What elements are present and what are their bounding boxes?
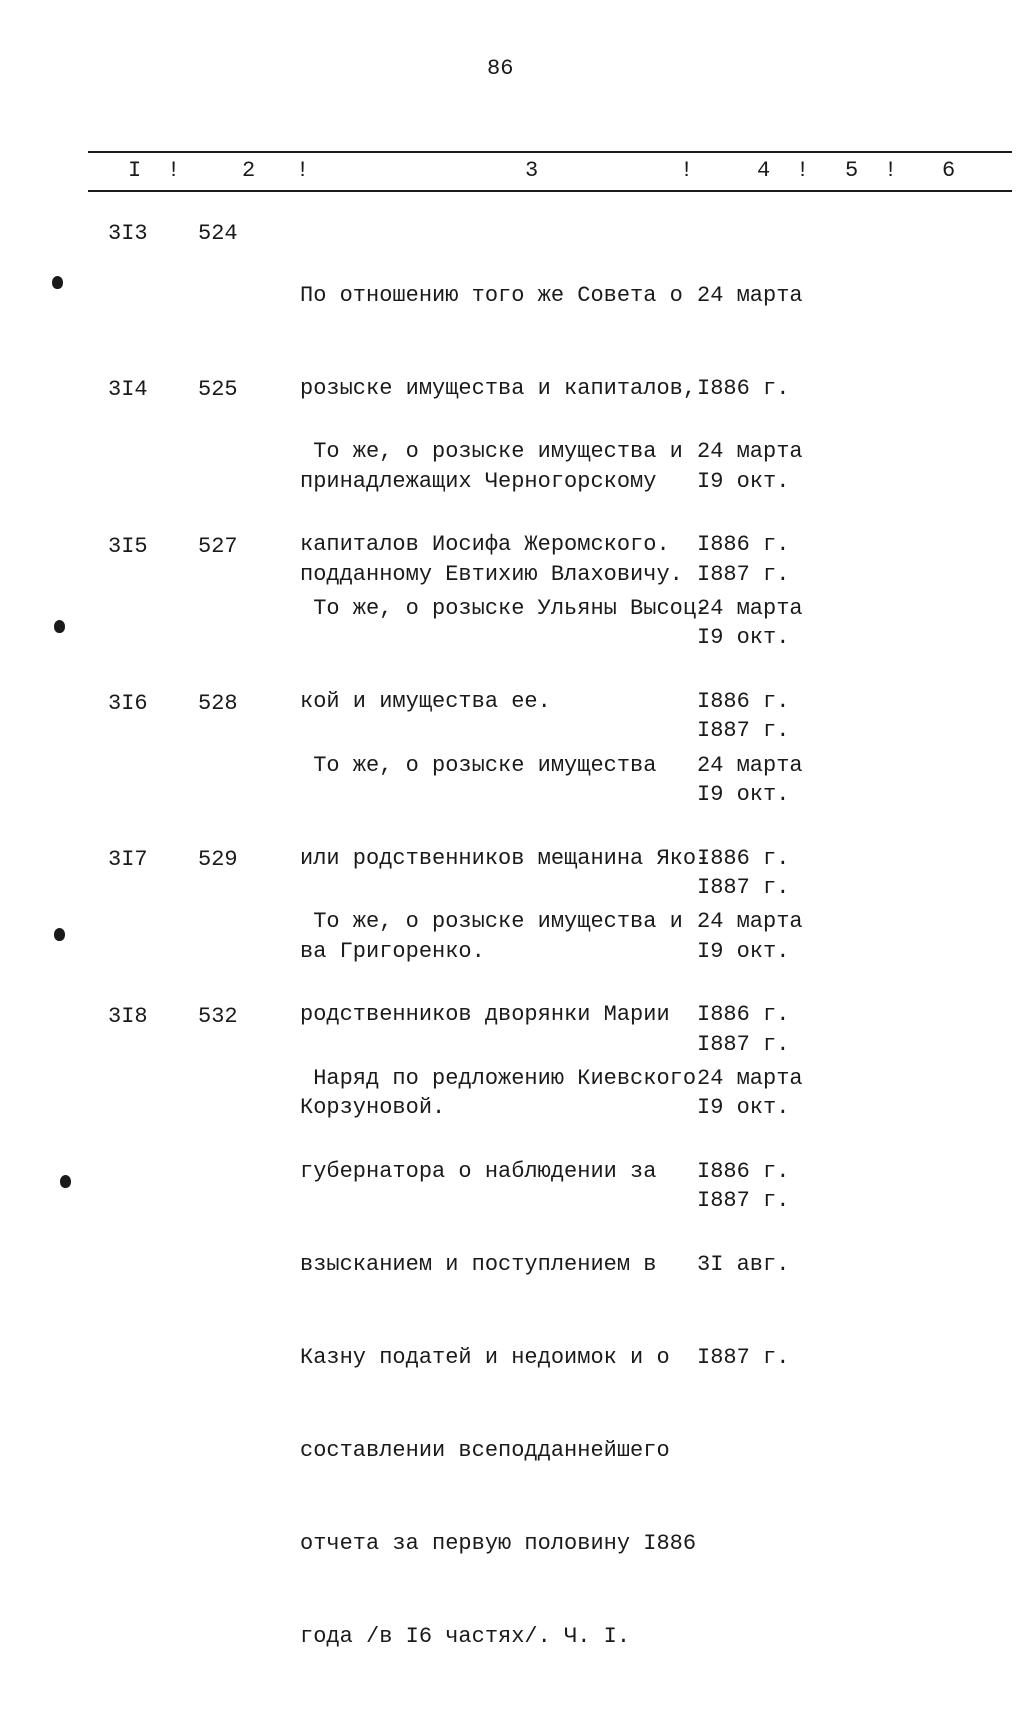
description-line: розыске имущества и капиталов, (300, 376, 697, 401)
header-sep2: ! (296, 158, 310, 183)
description-line: Корзуновой. (300, 1095, 446, 1120)
date-line: I887 г. (697, 1032, 790, 1057)
row-code: 527 (198, 534, 238, 559)
description-line: То же, о розыске имущества и (300, 909, 683, 934)
header-col5: 5 (845, 158, 859, 183)
date-line: I886 г. (697, 846, 790, 871)
description-line: По отношению того же Совета о (300, 283, 683, 308)
description-line: подданному Евтихию Влаховичу. (300, 562, 683, 587)
punch-hole-mark (60, 1175, 71, 1188)
header-col6: 6 (942, 158, 956, 183)
date-line: I887 г. (697, 875, 790, 900)
description-line: ва Григоренко. (300, 939, 485, 964)
description-line: родственников дворянки Марии (300, 1002, 670, 1027)
date-line: 24 марта (697, 596, 803, 621)
row-code: 532 (198, 1004, 238, 1029)
date-line: 24 марта (697, 283, 803, 308)
date-line: I887 г. (697, 1345, 790, 1370)
row-number: 3I4 (108, 377, 148, 402)
punch-hole-mark (54, 620, 65, 633)
date-line: 24 марта (697, 439, 803, 464)
description-line: или родственников мещанина Яко- (300, 846, 710, 871)
description-line: То же, о розыске имущества (300, 753, 657, 778)
date-line: 24 марта (697, 909, 803, 934)
row-code: 528 (198, 691, 238, 716)
punch-hole-mark (52, 276, 63, 289)
date-line: 24 марта (697, 1066, 803, 1091)
date-line: I887 г. (697, 718, 790, 743)
description-line: составлении всеподданнейшего (300, 1438, 670, 1463)
date-line: I9 окт. (697, 1095, 790, 1120)
description-line: Казну податей и недоимок и о (300, 1345, 670, 1370)
row-code: 525 (198, 377, 238, 402)
row-number: 3I5 (108, 534, 148, 559)
description-line: взысканием и поступлением в (300, 1252, 657, 1277)
row-number: 3I8 (108, 1004, 148, 1029)
date-line: I887 г. (697, 1188, 790, 1213)
description-line: То же, о розыске Ульяны Высоц- (300, 596, 710, 621)
date-line: I887 г. (697, 562, 790, 587)
header-sep3: ! (680, 158, 694, 183)
row-number: 3I7 (108, 847, 148, 872)
row-code: 524 (198, 221, 238, 246)
header-rule-bottom (88, 190, 1012, 192)
date-line: I886 г. (697, 689, 790, 714)
description-line: губернатора о наблюдении за (300, 1159, 657, 1184)
description-line: года /в I6 частях/. Ч. I. (300, 1624, 631, 1649)
punch-hole-mark (54, 928, 65, 941)
description-line: принадлежащих Черногорскому (300, 469, 657, 494)
header-col2: 2 (242, 158, 256, 183)
date-line: I9 окт. (697, 469, 790, 494)
description-line: капиталов Иосифа Жеромского. (300, 532, 670, 557)
description-line: кой и имущества ее. (300, 689, 551, 714)
date-line: I9 окт. (697, 939, 790, 964)
description-line: То же, о розыске имущества и (300, 439, 683, 464)
header-rule-top (88, 151, 1012, 153)
row-description (300, 1001, 696, 1714)
header-col3: 3 (525, 158, 539, 183)
header-sep4: ! (796, 158, 810, 183)
date-line: I886 г. (697, 376, 790, 401)
row-number: 3I3 (108, 221, 148, 246)
header-sep5: ! (884, 158, 898, 183)
date-line: I9 окт. (697, 625, 790, 650)
date-line: I886 г. (697, 1002, 790, 1027)
description-line: отчета за первую половину I886 (300, 1531, 697, 1556)
date-line: 3I авг. (697, 1252, 790, 1277)
header-col4: 4 (757, 158, 771, 183)
date-line: I886 г. (697, 532, 790, 557)
date-line: I886 г. (697, 1159, 790, 1184)
description-line: Наряд по редложению Киевского (300, 1066, 697, 1091)
row-dates (697, 1001, 803, 1435)
date-line: I9 окт. (697, 782, 790, 807)
row-code: 529 (198, 847, 238, 872)
page-number: 86 (487, 56, 514, 81)
header-col1: I (128, 158, 142, 183)
row-number: 3I6 (108, 691, 148, 716)
header-sep1: ! (167, 158, 181, 183)
date-line: 24 марта (697, 753, 803, 778)
